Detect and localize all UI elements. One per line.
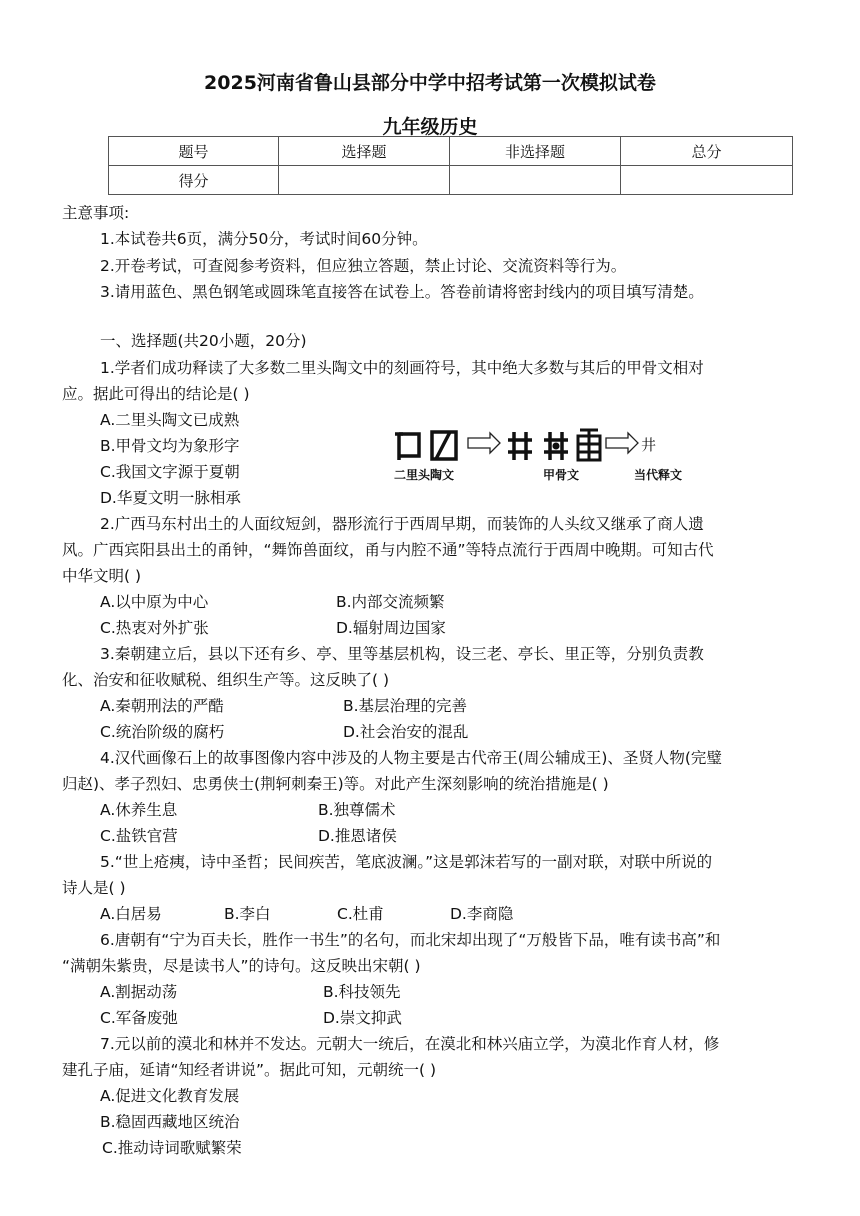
q2-stem: 2.广西马东村出土的人面纹短剑，器形流行于西周早期，而装饰的人头纹又继承了商人遗 xyxy=(100,515,704,533)
arrow-icon xyxy=(606,433,638,453)
q2-option-c: C.热衷对外扩张 xyxy=(100,619,209,637)
q5-option-c: C.杜甫 xyxy=(337,905,384,923)
q5-option-b: B.李白 xyxy=(224,905,271,923)
notes-heading: 主意事项: xyxy=(62,204,130,222)
erlitou-glyph-2 xyxy=(432,432,456,459)
score-cell-nonchoice[interactable] xyxy=(450,166,621,195)
q1-option-a: A.二里头陶文已成熟 xyxy=(100,411,240,429)
q5-option-d: D.李商隐 xyxy=(450,905,514,923)
q5-option-a: A.白居易 xyxy=(100,905,162,923)
q2-option-b: B.内部交流频繁 xyxy=(336,593,445,611)
q6-stem-cont: “满朝朱紫贵，尽是读书人”的诗句。这反映出宋朝( ) xyxy=(62,957,421,975)
oracle-glyph-3 xyxy=(578,430,600,460)
q4-option-a: A.休养生息 xyxy=(100,801,178,819)
arrow-icon xyxy=(468,433,500,453)
q7-option-b: B.稳固西藏地区统治 xyxy=(100,1113,240,1131)
q1-option-c: C.我国文字源于夏朝 xyxy=(100,463,240,481)
q5-stem-cont: 诗人是( ) xyxy=(62,879,126,897)
q7-option-c: C.推动诗词歌赋繁荣 xyxy=(102,1139,242,1157)
q3-option-a: A.秦朝刑法的严酷 xyxy=(100,697,224,715)
exam-subtitle: 九年级历史 xyxy=(382,116,478,138)
label-erlitou: 二里头陶文 xyxy=(394,468,455,482)
label-oracle: 甲骨文 xyxy=(543,468,580,482)
note-item: 2.开卷考试，可查阅参考资料，但应独立答题，禁止讨论、交流资料等行为。 xyxy=(100,257,627,275)
score-header-cell: 题号 xyxy=(109,137,279,166)
q3-option-d: D.社会治安的混乱 xyxy=(343,723,469,741)
q6-option-d: D.崇文抑武 xyxy=(323,1009,402,1027)
exam-title: 2025河南省鲁山县部分中学中招考试第一次模拟试卷 xyxy=(204,72,656,94)
q3-stem: 3.秦朝建立后，县以下还有乡、亭、里等基层机构，设三老、亭长、里正等，分别负责教 xyxy=(100,645,704,663)
q1-option-b: B.甲骨文均为象形字 xyxy=(100,437,240,455)
oracle-glyph-2 xyxy=(544,432,568,460)
q7-stem-cont: 建孔子庙，延请“知经者讲说”。据此可知，元朝统一( ) xyxy=(62,1061,437,1079)
q7-stem: 7.元以前的漠北和林并不发达。元朝大一统后，在漠北和林兴庙立学，为漠北作育人材，修 xyxy=(100,1035,720,1053)
q1-stem-cont: 应。据此可得出的结论是( ) xyxy=(62,385,250,403)
section-heading: 一、选择题(共20小题，20分) xyxy=(100,332,307,350)
q2-stem-cont: 风。广西宾阳县出土的甬钟，“舞饰兽面纹，甬与内腔不通”等特点流行于西周中晚期。可知古代 xyxy=(62,541,714,559)
score-table xyxy=(108,136,793,195)
q2-option-a: A.以中原为中心 xyxy=(100,593,209,611)
q3-option-b: B.基层治理的完善 xyxy=(343,697,468,715)
score-row-label: 得分 xyxy=(109,166,279,195)
q6-stem: 6.唐朝有“宁为百夫长，胜作一书生”的名句，而北宋却出现了“万般皆下品，唯有读书高”和 xyxy=(100,931,721,949)
erlitou-glyph-1 xyxy=(395,434,419,460)
score-cell-choice[interactable] xyxy=(279,166,450,195)
q1-option-d: D.华夏文明一脉相承 xyxy=(100,489,241,507)
q6-option-a: A.割据动荡 xyxy=(100,983,178,1001)
q5-stem: 5.“世上疮痍，诗中圣哲；民间疾苦，笔底波澜。”这是郭沫若写的一副对联，对联中所说的 xyxy=(100,853,713,871)
q2-stem-cont: 中华文明( ) xyxy=(62,567,142,585)
q1-stem: 1.学者们成功释读了大多数二里头陶文中的刻画符号，其中绝大多数与其后的甲骨文相对 xyxy=(100,359,704,377)
q6-option-c: C.军备废弛 xyxy=(100,1009,178,1027)
label-modern: 当代释文 xyxy=(634,468,683,482)
q6-option-b: B.科技领先 xyxy=(323,983,401,1001)
score-header-cell: 选择题 xyxy=(279,137,450,166)
score-cell-total[interactable] xyxy=(621,166,793,195)
note-item: 3.请用蓝色、黑色钢笔或圆珠笔直接答在试卷上。答卷前请将密封线内的项目填写清楚。 xyxy=(100,283,704,301)
q4-stem-cont: 归赵)、孝子烈妇、忠勇侠士(荆轲刺秦王)等。对此产生深刻影响的统治措施是( ) xyxy=(62,775,609,793)
q4-option-d: D.推恩诸侯 xyxy=(318,827,397,845)
note-item: 1.本试卷共6页，满分50分，考试时间60分钟。 xyxy=(100,230,428,248)
modern-glyph: 井 xyxy=(641,436,657,454)
score-table-header-row xyxy=(109,137,793,166)
score-table-score-row xyxy=(109,166,793,195)
q3-stem-cont: 化、治安和征收赋税、组织生产等。这反映了( ) xyxy=(62,671,390,689)
q3-option-c: C.统治阶级的腐朽 xyxy=(100,723,225,741)
q7-option-a: A.促进文化教育发展 xyxy=(100,1087,240,1105)
q4-option-c: C.盐铁官营 xyxy=(100,827,178,845)
script-evolution-figure xyxy=(392,426,702,466)
q4-option-b: B.独尊儒术 xyxy=(318,801,396,819)
q4-stem: 4.汉代画像石上的故事图像内容中涉及的人物主要是古代帝王(周公辅成王)、圣贤人物(完璧 xyxy=(100,749,722,767)
oracle-glyph-1 xyxy=(508,432,532,460)
score-header-cell: 总分 xyxy=(621,137,793,166)
score-header-cell: 非选择题 xyxy=(450,137,621,166)
q2-option-d: D.辐射周边国家 xyxy=(336,619,446,637)
